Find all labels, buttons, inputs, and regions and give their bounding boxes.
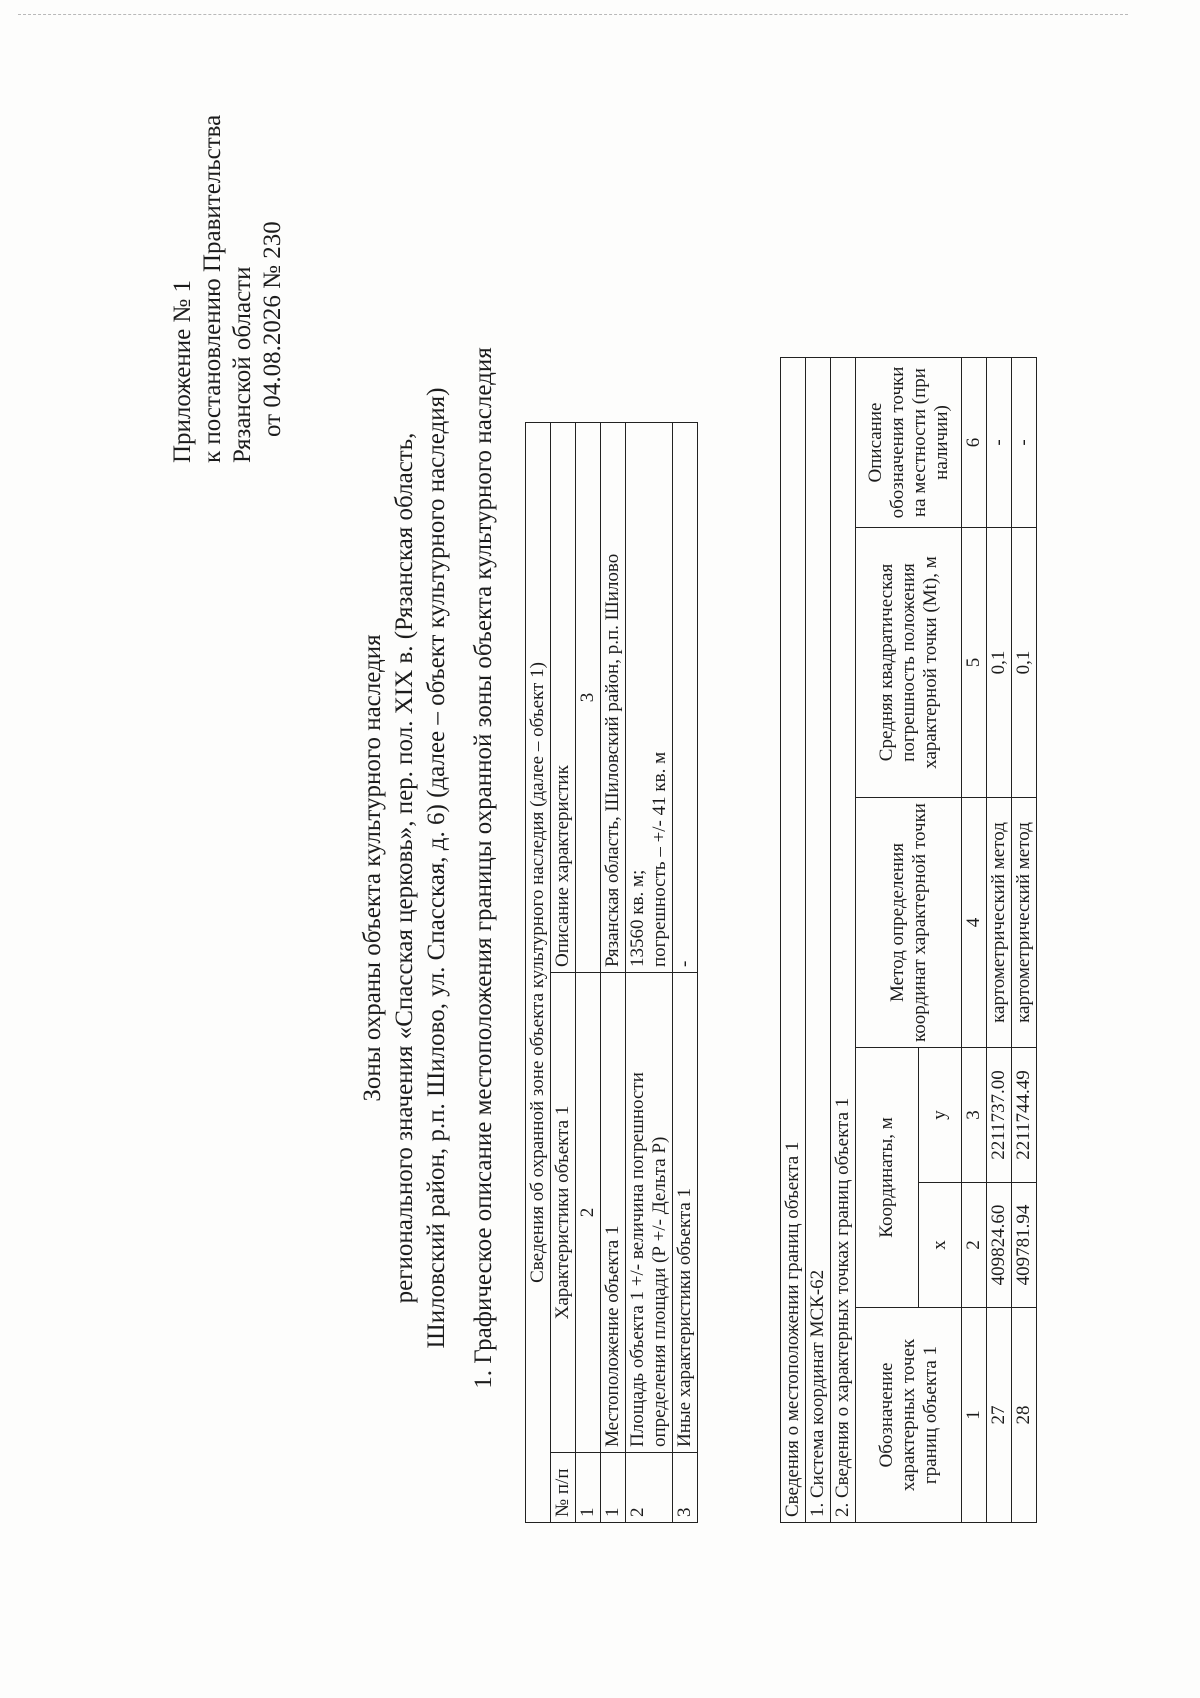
appendix-resolution: к постановлению Правительства [199,114,226,463]
point-method: картометрический метод [1012,798,1037,1048]
table-caption: Сведения об охранной зоне объекта культурного наследия (далее – объект 1) [526,422,551,1522]
header-accuracy: Средняя квадратическая погрешность положения характерной точки (Mt), м [856,528,962,798]
document-title-line-3: Шиловский район, р.п. Шилово, ул. Спасская, д. 6) (далее – объект культурного наследия) [423,387,450,1349]
column-number: 2 [962,1183,987,1308]
section-subtitle: 1. Графическое описание местоположения границы охранной зоны объекта культурного наследия [470,347,497,1389]
point-accuracy: 0,1 [1012,528,1037,798]
protection-zone-table [525,422,698,1523]
row-value [626,422,673,972]
boundary-points-table [780,357,1037,1523]
document-title-line-2: регионального значения «Спасская церковь», пер. пол. XIX в. (Рязанская область, [391,432,418,1304]
column-number: 3 [576,422,601,972]
column-number: 2 [576,973,601,1453]
point-y: 2211744.49 [1012,1048,1037,1183]
row-number: 3 [673,1453,698,1523]
row-name: Иные характеристики объекта 1 [673,973,698,1453]
point-method: картометрический метод [987,798,1012,1048]
point-y: 2211737.00 [987,1048,1012,1183]
column-number: 1 [962,1308,987,1523]
points-caption: 2. Сведения о характерных точках границ объекта 1 [831,358,856,1523]
table-row [856,358,919,1523]
table-row [806,358,831,1523]
column-number: 3 [962,1048,987,1183]
coordinate-system: 1. Система координат МСК-62 [806,358,831,1523]
header-characteristics: Характеристики объекта 1 [551,973,576,1453]
table-row [673,422,698,1522]
column-number: 4 [962,798,987,1048]
header-method: Метод определения координат характерной точки [856,798,962,1048]
table-row [626,422,673,1522]
appendix-block [168,23,288,463]
point-accuracy: 0,1 [987,528,1012,798]
appendix-number: Приложение № 1 [169,279,196,463]
point-number: 27 [987,1308,1012,1523]
header-description: Описание обозначения точки на местности (при наличии) [856,358,962,528]
header-designation: Обозначение характерных точек границ объекта 1 [856,1308,962,1523]
row-value: Рязанская область, Шиловский район, р.п. Шилово [601,422,626,972]
header-coordinates: Координаты, м [856,1048,919,1308]
table-row [526,422,551,1522]
header-number: № п/п [551,1453,576,1523]
table-row [781,358,806,1523]
point-x: 409824.60 [987,1183,1012,1308]
header-y: у [919,1048,962,1183]
row-name: Площадь объекта 1 +/- величина погрешности определения площади (Р +/- Дельта Р) [626,973,673,1453]
appendix-region: Рязанской области [229,266,256,463]
point-description: - [1012,358,1037,528]
header-description: Описание характеристик [551,422,576,972]
document-title-line-1: Зоны охраны объекта культурного наследия [359,634,386,1102]
area-value: 13560 кв. м; [627,869,648,967]
row-value: - [673,422,698,972]
area-error: погрешность – +/- 41 кв. м [649,751,670,967]
table-row [1012,358,1037,1523]
table-row [551,422,576,1522]
row-number: 2 [626,1453,673,1523]
row-number: 1 [601,1453,626,1523]
point-number: 28 [1012,1308,1037,1523]
table-caption: Сведения о местоположении границ объекта 1 [781,358,806,1523]
point-description: - [987,358,1012,528]
header-x: x [919,1183,962,1308]
point-x: 409781.94 [1012,1183,1037,1308]
table-row [601,422,626,1522]
table-row [962,358,987,1523]
table-row [831,358,856,1523]
appendix-date: от 04.08.2026 № 230 [259,221,286,437]
column-number: 5 [962,528,987,798]
table-row [987,358,1012,1523]
table-row [576,422,601,1522]
column-number: 1 [576,1453,601,1523]
column-number: 6 [962,358,987,528]
row-name: Местоположение объекта 1 [601,973,626,1453]
